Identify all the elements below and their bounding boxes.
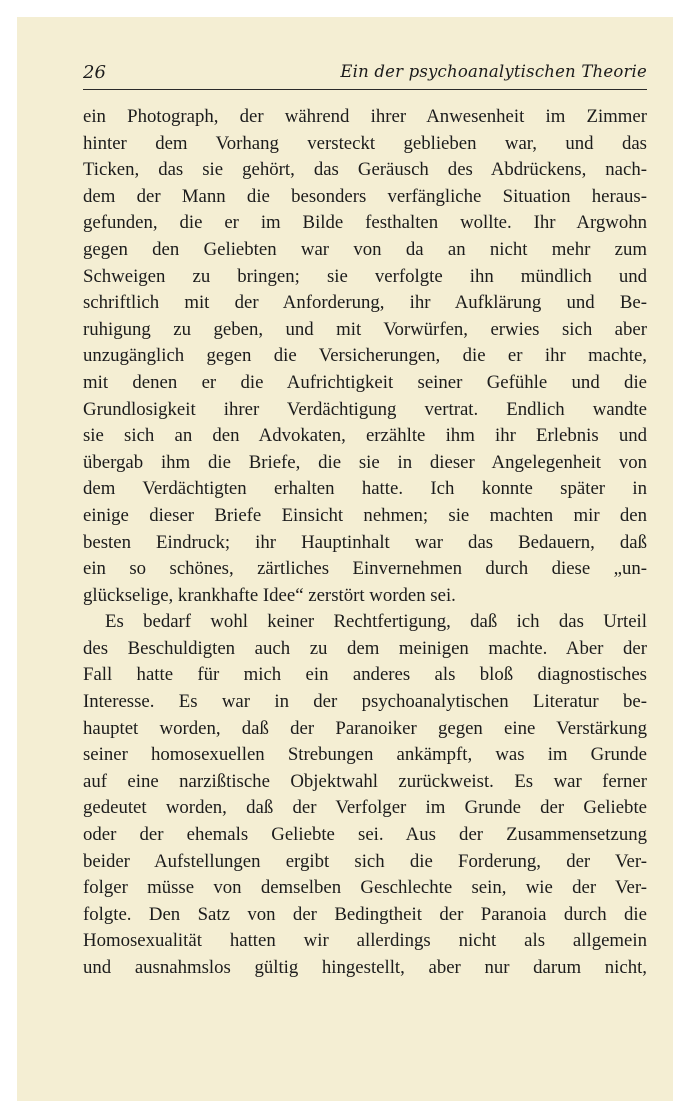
text-line: mit denen er die Aufrichtigkeit seiner Gefühle und die [83, 371, 647, 393]
text-line: seiner homosexuellen Strebungen ankämpft, was im Grunde [83, 744, 647, 766]
page-header [83, 62, 647, 86]
text-line: gedeutet worden, daß der Verfolger im Grunde der Geliebte [83, 797, 647, 819]
text-line-paragraph-start: Es bedarf wohl keiner Rechtfertigung, daß ich das Urteil [105, 611, 647, 633]
text-line: schriftlich mit der Anforderung, ihr Aufklärung und Be- [83, 292, 647, 314]
text-line: Ticken, das sie gehört, das Geräusch des Abdrückens, nach- [83, 159, 647, 181]
header-rule [83, 89, 647, 90]
body-text [83, 104, 647, 982]
running-head: Ein der psychoanalytischen Theorie [340, 62, 647, 81]
text-line: beider Aufstellungen ergibt sich die Forderung, der Ver- [83, 850, 647, 872]
text-line: folger müsse von demselben Geschlechte sein, wie der Ver- [83, 877, 647, 899]
text-line: hinter dem Vorhang versteckt geblieben war, und das [83, 132, 647, 154]
text-line: einige dieser Briefe Einsicht nehmen; sie machten mir den [83, 504, 647, 526]
text-line-paragraph-end: glückselige, krankhafte Idee“ zerstört worden sei. [83, 584, 456, 606]
text-line: dem der Mann die besonders verfängliche Situation heraus- [83, 185, 647, 207]
text-line: besten Eindruck; ihr Hauptinhalt war das Bedauern, daß [83, 531, 647, 553]
text-line: sie sich an den Advokaten, erzählte ihm ihr Erlebnis und [83, 425, 647, 447]
page-number: 26 [83, 62, 106, 83]
text-line: Homosexualität hatten wir allerdings nicht als allgemein [83, 930, 647, 952]
text-line: oder der ehemals Geliebte sei. Aus der Zusammensetzung [83, 824, 647, 846]
text-line: ein so schönes, zärtliches Einvernehmen durch diese „un- [83, 558, 647, 580]
text-line: gegen den Geliebten war von da an nicht mehr zum [83, 238, 647, 260]
text-line: Interesse. Es war in der psychoanalytischen Literatur be- [83, 691, 647, 713]
text-line: und ausnahmslos gültig hingestellt, aber nur darum nicht, [83, 957, 647, 978]
text-line: gefunden, die er im Bilde festhalten wollte. Ihr Argwohn [83, 212, 647, 234]
text-line: Grundlosigkeit ihrer Verdächtigung vertrat. Endlich wandte [83, 398, 647, 420]
text-line: ruhigung zu geben, und mit Vorwürfen, erwies sich aber [83, 318, 647, 340]
text-line: ein Photograph, der während ihrer Anwesenheit im Zimmer [83, 106, 647, 127]
text-line: auf eine narzißtische Objektwahl zurückweist. Es war ferner [83, 770, 647, 792]
text-line: übergab ihm die Briefe, die sie in dieser Angelegenheit von [83, 451, 647, 473]
text-line: Fall hatte für mich ein anderes als bloß diagnostisches [83, 664, 647, 686]
text-line: des Beschuldigten auch zu dem meinigen machte. Aber der [83, 637, 647, 659]
text-line: folgte. Den Satz von der Bedingtheit der Paranoia durch die [83, 903, 647, 925]
text-line: Schweigen zu bringen; sie verfolgte ihn mündlich und [83, 265, 647, 287]
text-line: dem Verdächtigten erhalten hatte. Ich konnte später in [83, 478, 647, 500]
text-line: hauptet worden, daß der Paranoiker gegen eine Verstärkung [83, 717, 647, 739]
text-line: unzugänglich gegen die Versicherungen, die er ihr machte, [83, 345, 647, 367]
